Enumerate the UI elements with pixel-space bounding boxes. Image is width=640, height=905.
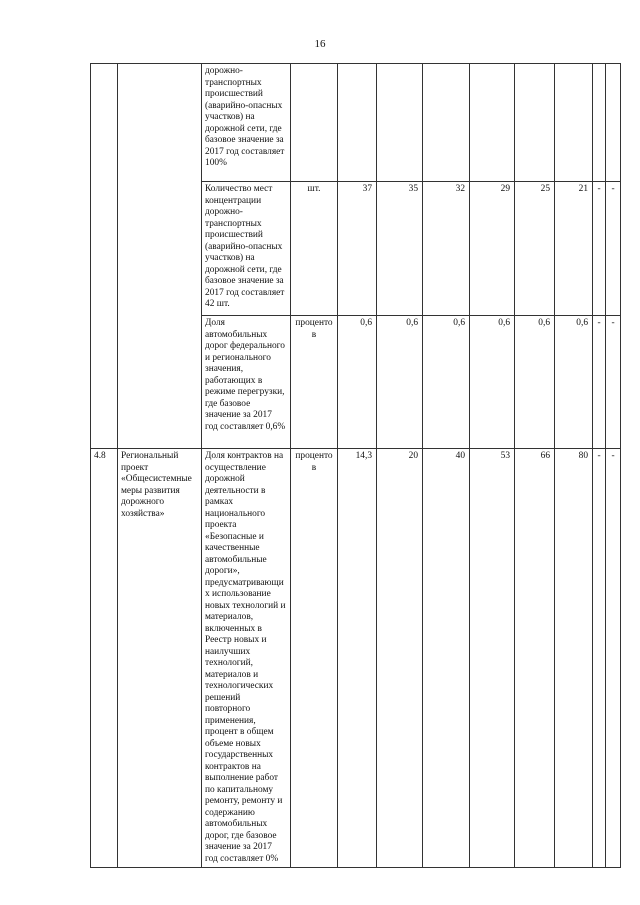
unit: процентов — [291, 449, 338, 868]
value-cell: 37 — [338, 182, 377, 316]
page-number: 16 — [314, 38, 326, 50]
row-number — [91, 64, 118, 449]
indicator-name: Доля автомобильных дорог федерального и регионального значения, работающих в режиме перегрузки, где базовое значение за 2017 год составляет 0,6% — [202, 316, 291, 449]
value-cell: 0,6 — [377, 316, 423, 449]
indicator-table — [90, 63, 621, 868]
value-cell — [423, 64, 470, 182]
value-cell — [515, 64, 555, 182]
table-row — [91, 64, 621, 182]
value-cell: 14,3 — [338, 449, 377, 868]
unit: шт. — [291, 182, 338, 316]
value-cell: 0,6 — [338, 316, 377, 449]
extra-cell — [606, 64, 621, 182]
table-row — [91, 449, 621, 868]
project-name — [118, 64, 202, 449]
value-cell: 0,6 — [470, 316, 515, 449]
extra-cell: - — [606, 316, 621, 449]
value-cell — [555, 64, 593, 182]
value-cell: 0,6 — [555, 316, 593, 449]
value-cell: 25 — [515, 182, 555, 316]
value-cell: 0,6 — [423, 316, 470, 449]
value-cell — [338, 64, 377, 182]
extra-cell: - — [593, 182, 606, 316]
extra-cell: - — [593, 316, 606, 449]
extra-cell: - — [606, 449, 621, 868]
value-cell: 35 — [377, 182, 423, 316]
extra-cell: - — [606, 182, 621, 316]
value-cell: 20 — [377, 449, 423, 868]
row-number: 4.8 — [91, 449, 118, 868]
value-cell: 40 — [423, 449, 470, 868]
extra-cell — [593, 64, 606, 182]
unit — [291, 64, 338, 182]
value-cell: 80 — [555, 449, 593, 868]
value-cell: 29 — [470, 182, 515, 316]
extra-cell: - — [593, 449, 606, 868]
project-name: Региональный проект «Общесистемные меры развития дорожного хозяйства» — [118, 449, 202, 868]
value-cell: 21 — [555, 182, 593, 316]
indicator-name: дорожно-транспортных происшествий (аварийно-опасных участков) на дорожной сети, где базовое значение за 2017 год составляет 100% — [202, 64, 291, 182]
value-cell — [470, 64, 515, 182]
value-cell: 32 — [423, 182, 470, 316]
value-cell — [377, 64, 423, 182]
unit: процентов — [291, 316, 338, 449]
indicator-name: Доля контрактов на осуществление дорожной деятельности в рамках национального проекта «Безопасные и качественные автомобильные дороги», предусматривающих использование новых технологий и материалов, включенных в Реестр новых и наилучших технологий, материалов и технологических решений повторного применения, процент в общем объеме новых государственных контрактов на выполнение работ по капитальному ремонту, ремонту и содержанию автомобильных дорог, где базовое значение за 2017 год составляет 0% — [202, 449, 291, 868]
value-cell: 53 — [470, 449, 515, 868]
indicator-name: Количество мест концентрации дорожно-транспортных происшествий (аварийно-опасных участков) на дорожной сети, где базовое значение за 2017 год составляет 42 шт. — [202, 182, 291, 316]
value-cell: 66 — [515, 449, 555, 868]
value-cell: 0,6 — [515, 316, 555, 449]
